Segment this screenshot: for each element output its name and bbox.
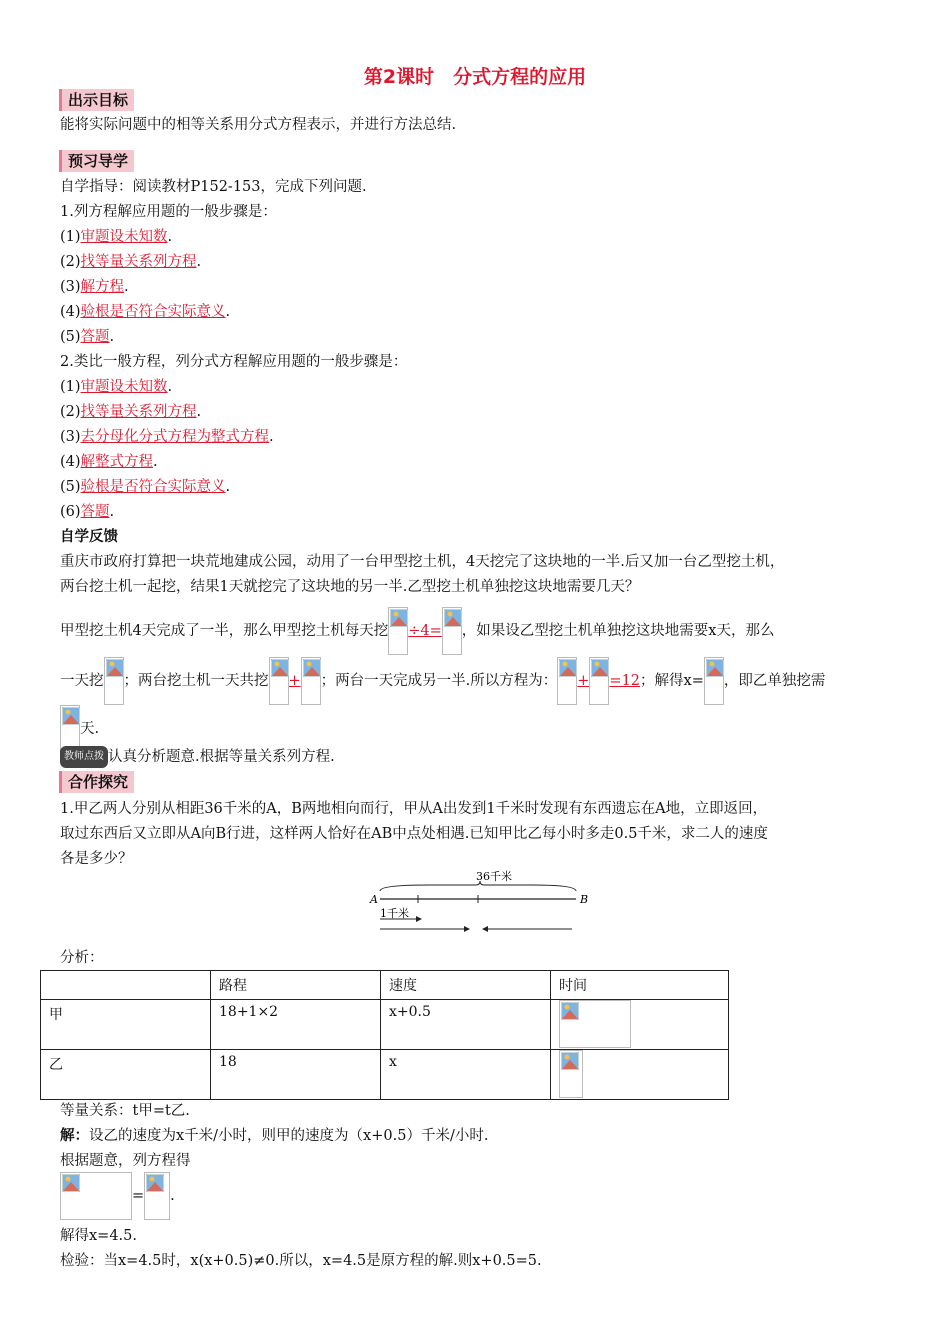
page-title: 第2课时 分式方程的应用 — [363, 66, 587, 88]
table-cell-name: 甲 — [41, 1000, 211, 1050]
q1-step-4: (4)验根是否符合实际意义. — [60, 304, 231, 320]
coop-p3: 各是多少？ — [60, 851, 133, 867]
table-cell-time — [551, 1000, 729, 1050]
feedback-line-3: 天. — [60, 705, 99, 753]
table-header-cell: 时间 — [551, 971, 729, 1000]
feedback-p1: 重庆市政府打算把一块荒地建成公园，动用了一台甲型挖土机，4天挖完了这块地的一半.后又加一台乙型挖土机， — [60, 554, 785, 570]
preview-guide: 自学指导：阅读教材P152-153，完成下列问题. — [60, 179, 367, 195]
diagram-b-label: B — [580, 893, 589, 906]
distance-diagram — [368, 865, 608, 940]
preview-q1: 1.列方程解应用题的一般步骤是： — [60, 204, 277, 220]
table-header-row — [41, 971, 729, 1000]
table-cell-dist: 18 — [211, 1050, 381, 1100]
section-tag-preview: 预习导学 — [59, 150, 134, 172]
q1-step-3: (3)解方程. — [60, 279, 129, 295]
fraction-image — [559, 1050, 583, 1098]
preview-q2: 2.类比一般方程，列分式方程解应用题的一般步骤是： — [60, 354, 408, 370]
feedback-heading: 自学反馈 — [60, 529, 118, 545]
q1-step-1: (1)审题设未知数. — [60, 229, 173, 245]
diagram-total-label: 36千米 — [476, 870, 512, 883]
section-tag-goal: 出示目标 — [59, 89, 134, 111]
relation-text: 等量关系：t甲=t乙. — [60, 1103, 190, 1119]
fraction-image — [559, 1000, 631, 1048]
diagram-seg-label: 1千米 — [380, 907, 409, 920]
table-cell-dist: 18+1×2 — [211, 1000, 381, 1050]
fraction-image — [301, 657, 321, 705]
equation-intro: 根据题意，列方程得 — [60, 1153, 191, 1169]
fraction-image — [442, 607, 462, 655]
coop-p2: 取过东西后又立即从A向B行进，这样两人恰好在AB中点处相遇.已知甲比乙每小时多走0.5千米，求二人的速度 — [60, 826, 768, 842]
q2-step-5: (5)验根是否符合实际意义. — [60, 479, 231, 495]
diagram-a-label: A — [370, 893, 378, 906]
teacher-tip: 教师点拨 认真分析题意.根据等量关系列方程. — [60, 746, 335, 768]
coop-p1: 1.甲乙两人分别从相距36千米的A，B两地相向而行，甲从A出发到1千米时发现有东西遗忘在A地，立即返回， — [60, 801, 768, 817]
fraction-image — [144, 1172, 170, 1220]
table-header-cell — [41, 971, 211, 1000]
fraction-image — [704, 657, 724, 705]
goal-text: 能将实际问题中的相等关系用分式方程表示，并进行方法总结. — [60, 117, 457, 133]
table-cell-time — [551, 1050, 729, 1100]
fraction-image — [60, 1172, 132, 1220]
solution-text: 解：设乙的速度为x千米/小时，则甲的速度为（x+0.5）千米/小时. — [60, 1128, 489, 1144]
q2-step-1: (1)审题设未知数. — [60, 379, 173, 395]
solved-text: 解得x=4.5. — [60, 1228, 137, 1244]
q1-step-2: (2)找等量关系列方程. — [60, 254, 202, 270]
fraction-image — [589, 657, 609, 705]
section-tag-coop: 合作探究 — [59, 771, 134, 793]
table-cell-name: 乙 — [41, 1050, 211, 1100]
table-header-cell: 速度 — [381, 971, 551, 1000]
table-row — [41, 1000, 729, 1050]
fraction-image — [104, 657, 124, 705]
q1-step-5: (5)答题. — [60, 329, 115, 345]
table-cell-speed: x+0.5 — [381, 1000, 551, 1050]
table-cell-speed: x — [381, 1050, 551, 1100]
table-header-cell: 路程 — [211, 971, 381, 1000]
equation-line: = . — [60, 1172, 175, 1220]
analysis-table — [40, 970, 729, 1100]
q2-step-6: (6)答题. — [60, 504, 115, 520]
fraction-image — [557, 657, 577, 705]
analysis-label: 分析： — [60, 950, 104, 966]
q2-step-3: (3)去分母化分式方程为整式方程. — [60, 429, 274, 445]
check-text: 检验：当x=4.5时，x(x+0.5)≠0.所以，x=4.5是原方程的解.则x+0.5=5. — [60, 1253, 542, 1269]
table-row — [41, 1050, 729, 1100]
fraction-image — [269, 657, 289, 705]
teacher-badge: 教师点拨 — [60, 746, 108, 768]
q2-step-4: (4)解整式方程. — [60, 454, 158, 470]
fraction-image — [388, 607, 408, 655]
feedback-line-1: 甲型挖土机4天完成了一半，那么甲型挖土机每天挖 ÷4= ，如果设乙型挖土机单独挖这块地需要x天，那么 — [60, 607, 774, 655]
q2-step-2: (2)找等量关系列方程. — [60, 404, 202, 420]
feedback-p2: 两台挖土机一起挖，结果1天就挖完了这块地的另一半.乙型挖土机单独挖这块地需要几天？ — [60, 579, 640, 595]
feedback-line-2: 一天挖 ；两台挖土机一天共挖 + ；两台一天完成另一半.所以方程为： + =12；解得x= ，即乙单独挖需 — [60, 657, 825, 705]
